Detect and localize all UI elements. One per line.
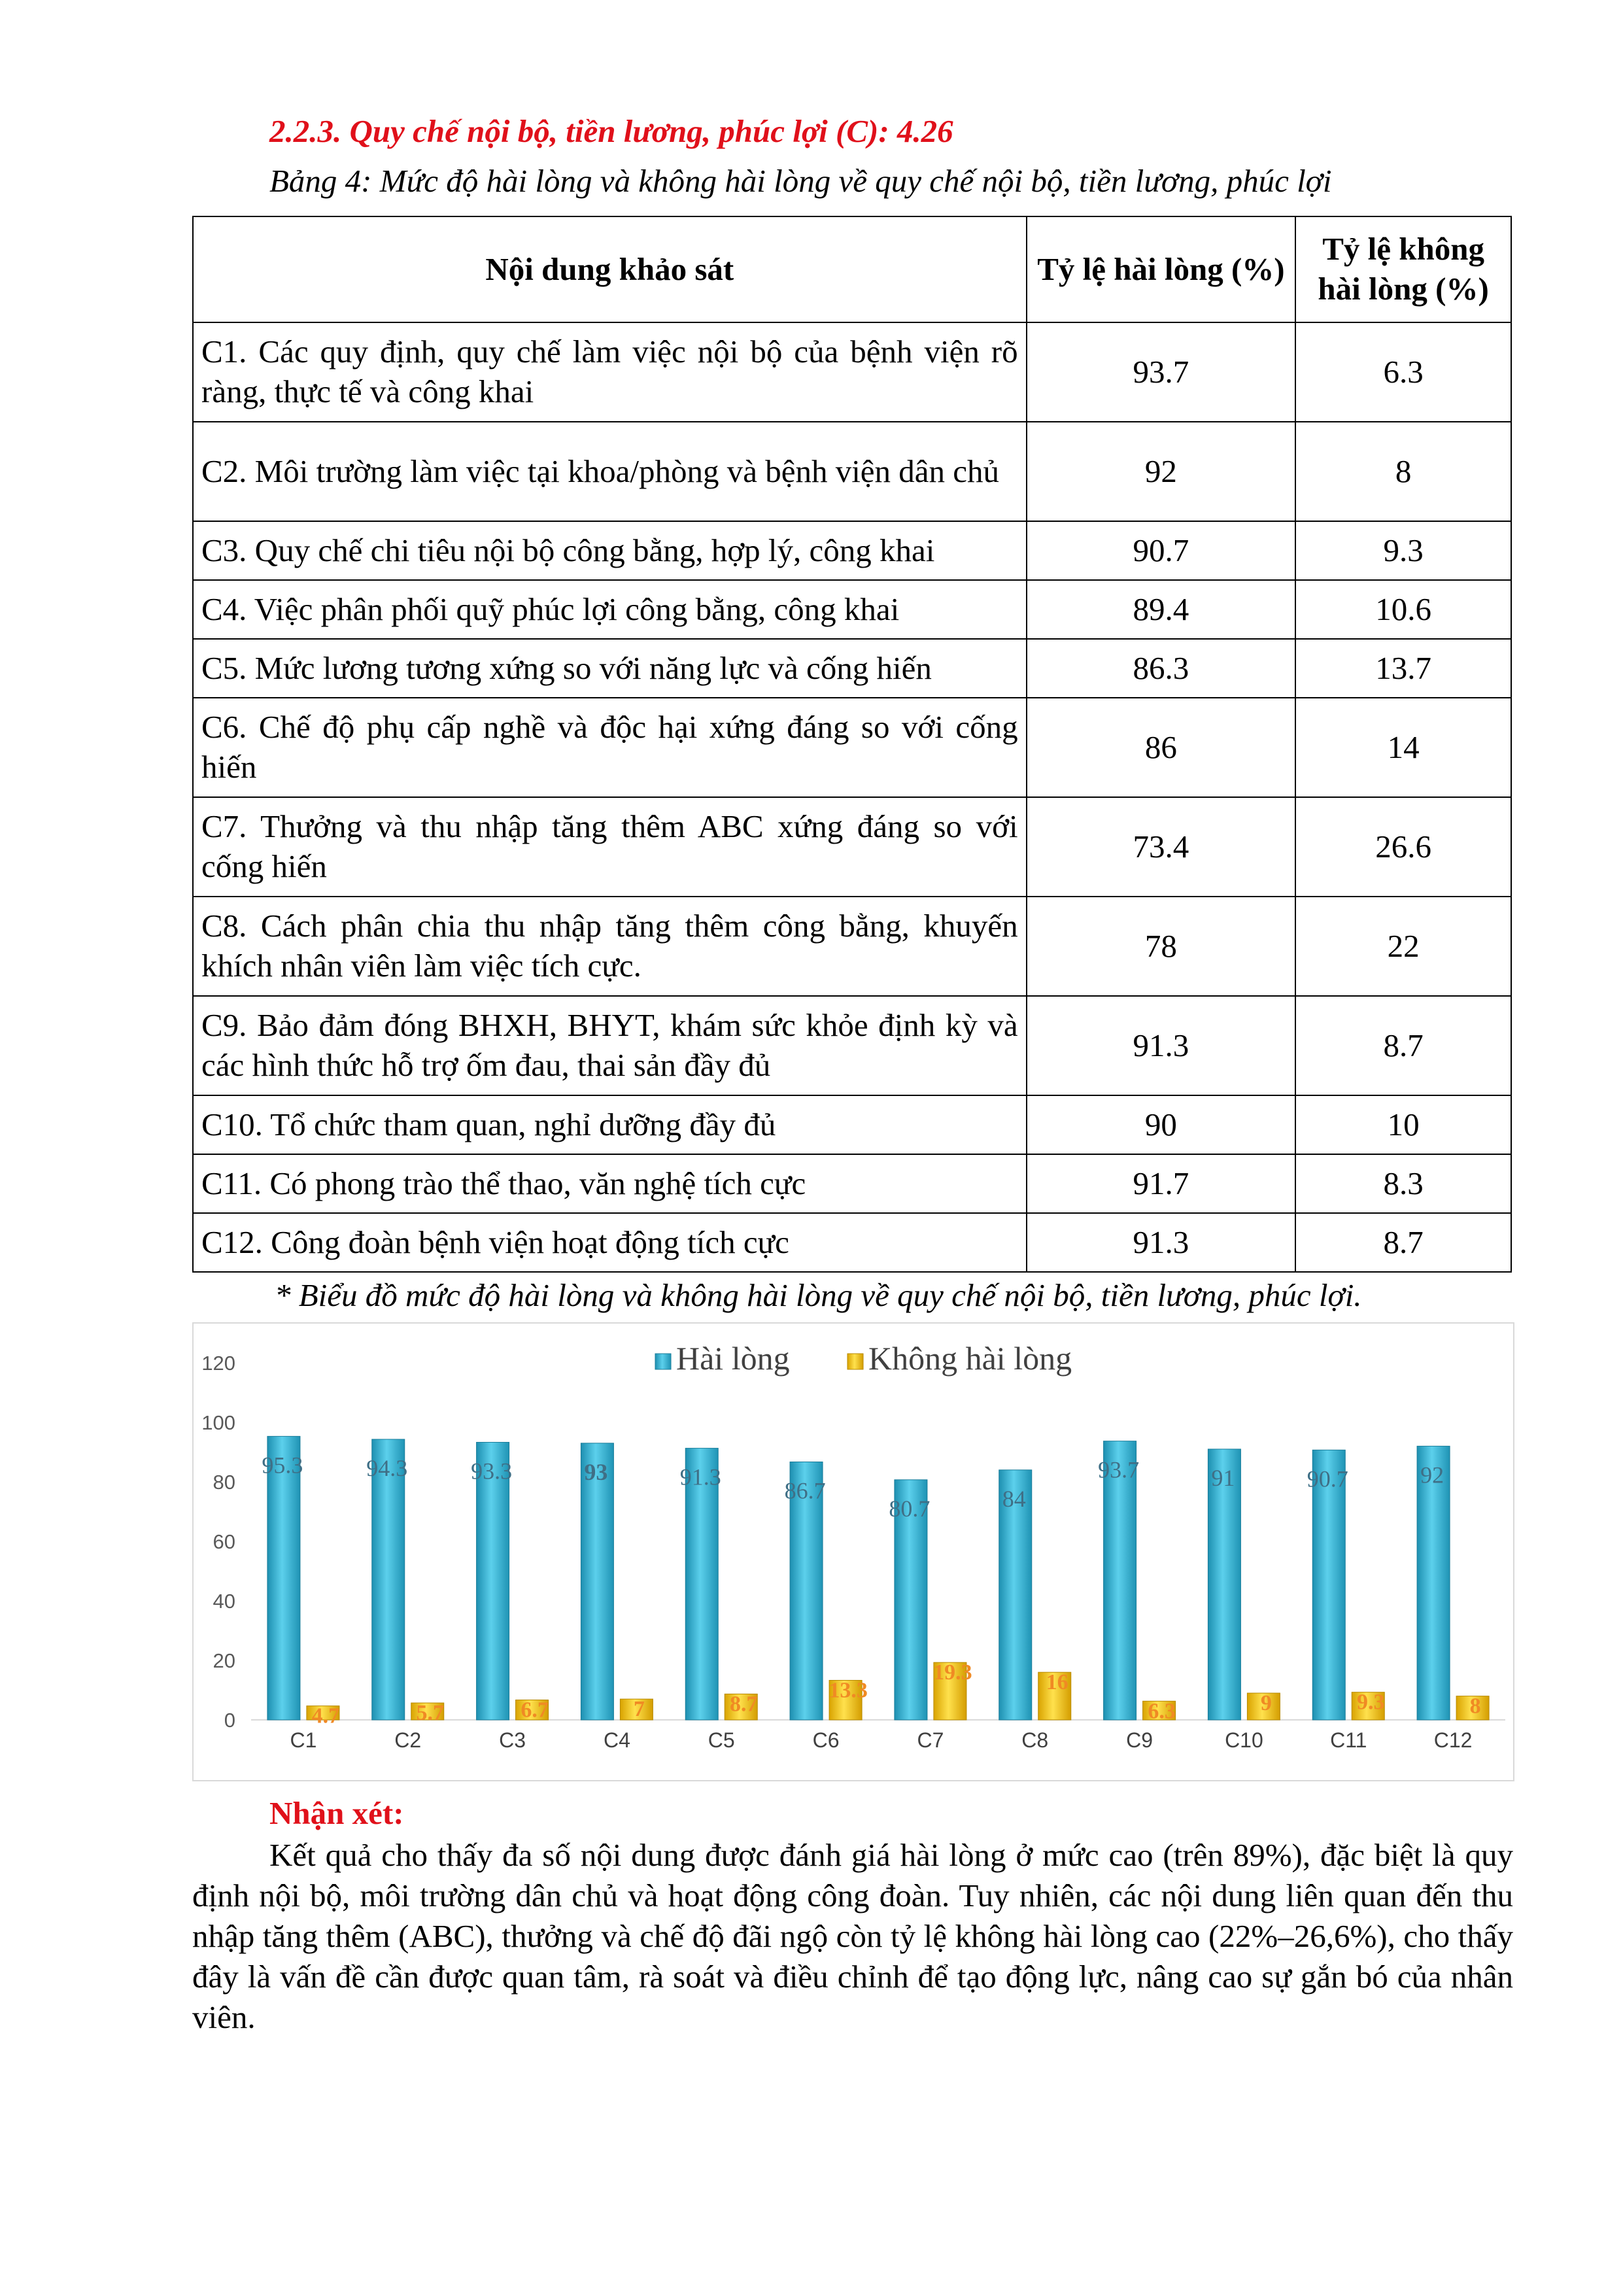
bar-chart [192, 1322, 1514, 1781]
data-label-dissatisfied: 9 [1260, 1691, 1272, 1716]
data-label-dissatisfied: 16 [1046, 1670, 1068, 1695]
cell-satisfied: 93.7 [1027, 322, 1296, 422]
remarks-title: Nhận xét: [269, 1795, 404, 1831]
cell-satisfied: 86.3 [1027, 639, 1296, 698]
y-tick-label: 0 [224, 1709, 235, 1732]
legend-label-satisfied: Hài lòng [676, 1340, 790, 1377]
x-tick-label: C8 [1021, 1728, 1049, 1752]
data-label-dissatisfied: 7 [633, 1697, 645, 1722]
section-title: 2.2.3. Quy chế nội bộ, tiền lương, phúc lợi (C): 4.26 [269, 113, 953, 149]
cell-satisfied: 91.3 [1027, 996, 1296, 1095]
data-label-satisfied: 91.3 [679, 1464, 721, 1490]
table-row [193, 897, 1511, 996]
data-label-dissatisfied: 4.7 [311, 1704, 340, 1728]
data-label-dissatisfied: 6.3 [1148, 1699, 1176, 1724]
cell-satisfied: 73.4 [1027, 797, 1296, 897]
cell-satisfied: 91.7 [1027, 1154, 1296, 1213]
bar-satisfied [267, 1436, 300, 1720]
cell-content: C11. Có phong trào thể thao, văn nghệ tích cực [193, 1154, 1027, 1213]
cell-dissatisfied: 9.3 [1295, 521, 1511, 580]
x-tick-label: C6 [812, 1728, 840, 1752]
data-label-satisfied: 92 [1420, 1462, 1444, 1488]
table-row [193, 1213, 1511, 1272]
x-tick-label: C5 [708, 1728, 735, 1752]
table-row [193, 797, 1511, 897]
legend-label-dissatisfied: Không hài lòng [868, 1340, 1072, 1377]
cell-dissatisfied: 8 [1295, 422, 1511, 521]
data-label-dissatisfied: 5.7 [416, 1701, 444, 1726]
cell-content: C6. Chế độ phụ cấp nghề và độc hại xứng đáng so với cống hiến [193, 698, 1027, 797]
data-label-satisfied: 91 [1211, 1464, 1235, 1491]
x-tick-label: C10 [1225, 1728, 1263, 1752]
cell-content: C1. Các quy định, quy chế làm việc nội bộ của bệnh viện rõ ràng, thực tế và công khai [193, 322, 1027, 422]
cell-dissatisfied: 14 [1295, 698, 1511, 797]
legend-swatch-satisfied [655, 1354, 671, 1369]
chart-canvas [194, 1324, 1513, 1780]
table-row [193, 521, 1511, 580]
data-label-satisfied: 95.3 [262, 1452, 303, 1479]
table-row [193, 698, 1511, 797]
cell-dissatisfied: 26.6 [1295, 797, 1511, 897]
data-label-dissatisfied: 9.3 [1357, 1690, 1385, 1715]
cell-satisfied: 78 [1027, 897, 1296, 996]
y-tick-label: 40 [213, 1590, 235, 1613]
header-dissatisfied: Tỷ lệ không hài lòng (%) [1295, 216, 1511, 322]
header-satisfied: Tỷ lệ hài lòng (%) [1027, 216, 1296, 322]
data-label-satisfied: 93.7 [1098, 1456, 1140, 1483]
table-row [193, 1154, 1511, 1213]
data-label-satisfied: 93.3 [471, 1458, 513, 1484]
table-row [193, 639, 1511, 698]
y-tick-label: 20 [213, 1649, 235, 1672]
y-tick-label: 60 [213, 1530, 235, 1553]
x-tick-label: C7 [917, 1728, 944, 1752]
cell-satisfied: 89.4 [1027, 580, 1296, 639]
table-row [193, 996, 1511, 1095]
y-tick-label: 100 [201, 1411, 235, 1434]
header-content: Nội dung khảo sát [193, 216, 1027, 322]
x-tick-label: C3 [499, 1728, 526, 1752]
data-label-dissatisfied: 13.3 [829, 1678, 868, 1703]
table-row [193, 1095, 1511, 1154]
cell-content: C3. Quy chế chi tiêu nội bộ công bằng, hợp lý, công khai [193, 521, 1027, 580]
cell-content: C4. Việc phân phối quỹ phúc lợi công bằng, công khai [193, 580, 1027, 639]
cell-content: C12. Công đoàn bệnh viện hoạt động tích cực [193, 1213, 1027, 1272]
cell-satisfied: 92 [1027, 422, 1296, 521]
data-label-satisfied: 93 [584, 1458, 608, 1485]
data-label-dissatisfied: 8.7 [730, 1692, 758, 1717]
table-caption: Bảng 4: Mức độ hài lòng và không hài lòng về quy chế nội bộ, tiền lương, phúc lợi [269, 163, 1332, 199]
x-tick-label: C1 [290, 1728, 317, 1752]
remarks-body: Kết quả cho thấy đa số nội dung được đánh giá hài lòng ở mức cao (trên 89%), đặc biệt là quy định nội bộ, môi trường dân chủ và hoạt động công đoàn. Tuy nhiên, các nội dung liên quan đến thu nhập tăng thêm (ABC), thưởng và chế độ đãi ngộ còn tỷ lệ không hài lòng cao (22%–26,6%), cho thấy đây là vấn đề cần được quan tâm, rà soát và điều chỉnh để tạo động lực, nâng cao sự gắn bó của nhân viên. [192, 1837, 1513, 2035]
cell-dissatisfied: 8.7 [1295, 996, 1511, 1095]
data-label-dissatisfied: 19.3 [933, 1660, 972, 1685]
y-tick-label: 120 [201, 1352, 235, 1375]
x-tick-label: C2 [394, 1728, 422, 1752]
cell-dissatisfied: 10 [1295, 1095, 1511, 1154]
data-label-satisfied: 90.7 [1307, 1465, 1348, 1492]
data-label-satisfied: 86.7 [784, 1477, 826, 1504]
x-tick-label: C12 [1433, 1728, 1473, 1752]
chart-caption: * Biểu đồ mức độ hài lòng và không hài lòng về quy chế nội bộ, tiền lương, phúc lợi. [275, 1277, 1362, 1313]
table-row [193, 422, 1511, 521]
table-header-row [193, 216, 1511, 322]
cell-satisfied: 91.3 [1027, 1213, 1296, 1272]
cell-dissatisfied: 13.7 [1295, 639, 1511, 698]
y-tick-label: 80 [213, 1471, 235, 1494]
data-label-satisfied: 94.3 [366, 1454, 408, 1481]
cell-content: C2. Môi trường làm việc tại khoa/phòng và bệnh viện dân chủ [193, 422, 1027, 521]
cell-dissatisfied: 8.7 [1295, 1213, 1511, 1272]
cell-content: C8. Cách phân chia thu nhập tăng thêm công bằng, khuyến khích nhân viên làm việc tích cực. [193, 897, 1027, 996]
data-label-satisfied: 80.7 [889, 1495, 931, 1522]
table-row [193, 580, 1511, 639]
cell-content: C9. Bảo đảm đóng BHXH, BHYT, khám sức khỏe định kỳ và các hình thức hỗ trợ ốm đau, thai sản đầy đủ [193, 996, 1027, 1095]
x-tick-label: C9 [1126, 1728, 1153, 1752]
table-row [193, 322, 1511, 422]
cell-satisfied: 90 [1027, 1095, 1296, 1154]
data-label-satisfied: 84 [1002, 1485, 1026, 1512]
cell-satisfied: 90.7 [1027, 521, 1296, 580]
x-tick-label: C11 [1330, 1728, 1367, 1752]
cell-content: C10. Tổ chức tham quan, nghỉ dưỡng đầy đủ [193, 1095, 1027, 1154]
cell-dissatisfied: 6.3 [1295, 322, 1511, 422]
bar-satisfied [372, 1439, 405, 1720]
cell-dissatisfied: 8.3 [1295, 1154, 1511, 1213]
legend-swatch-dissatisfied [847, 1354, 863, 1369]
cell-satisfied: 86 [1027, 698, 1296, 797]
cell-content: C5. Mức lương tương xứng so với năng lực và cống hiến [193, 639, 1027, 698]
survey-table [192, 216, 1512, 1273]
cell-content: C7. Thưởng và thu nhập tăng thêm ABC xứng đáng so với cống hiến [193, 797, 1027, 897]
x-tick-label: C4 [603, 1728, 630, 1752]
cell-dissatisfied: 22 [1295, 897, 1511, 996]
data-label-dissatisfied: 6.7 [521, 1698, 549, 1722]
cell-dissatisfied: 10.6 [1295, 580, 1511, 639]
data-label-dissatisfied: 8 [1469, 1694, 1481, 1719]
